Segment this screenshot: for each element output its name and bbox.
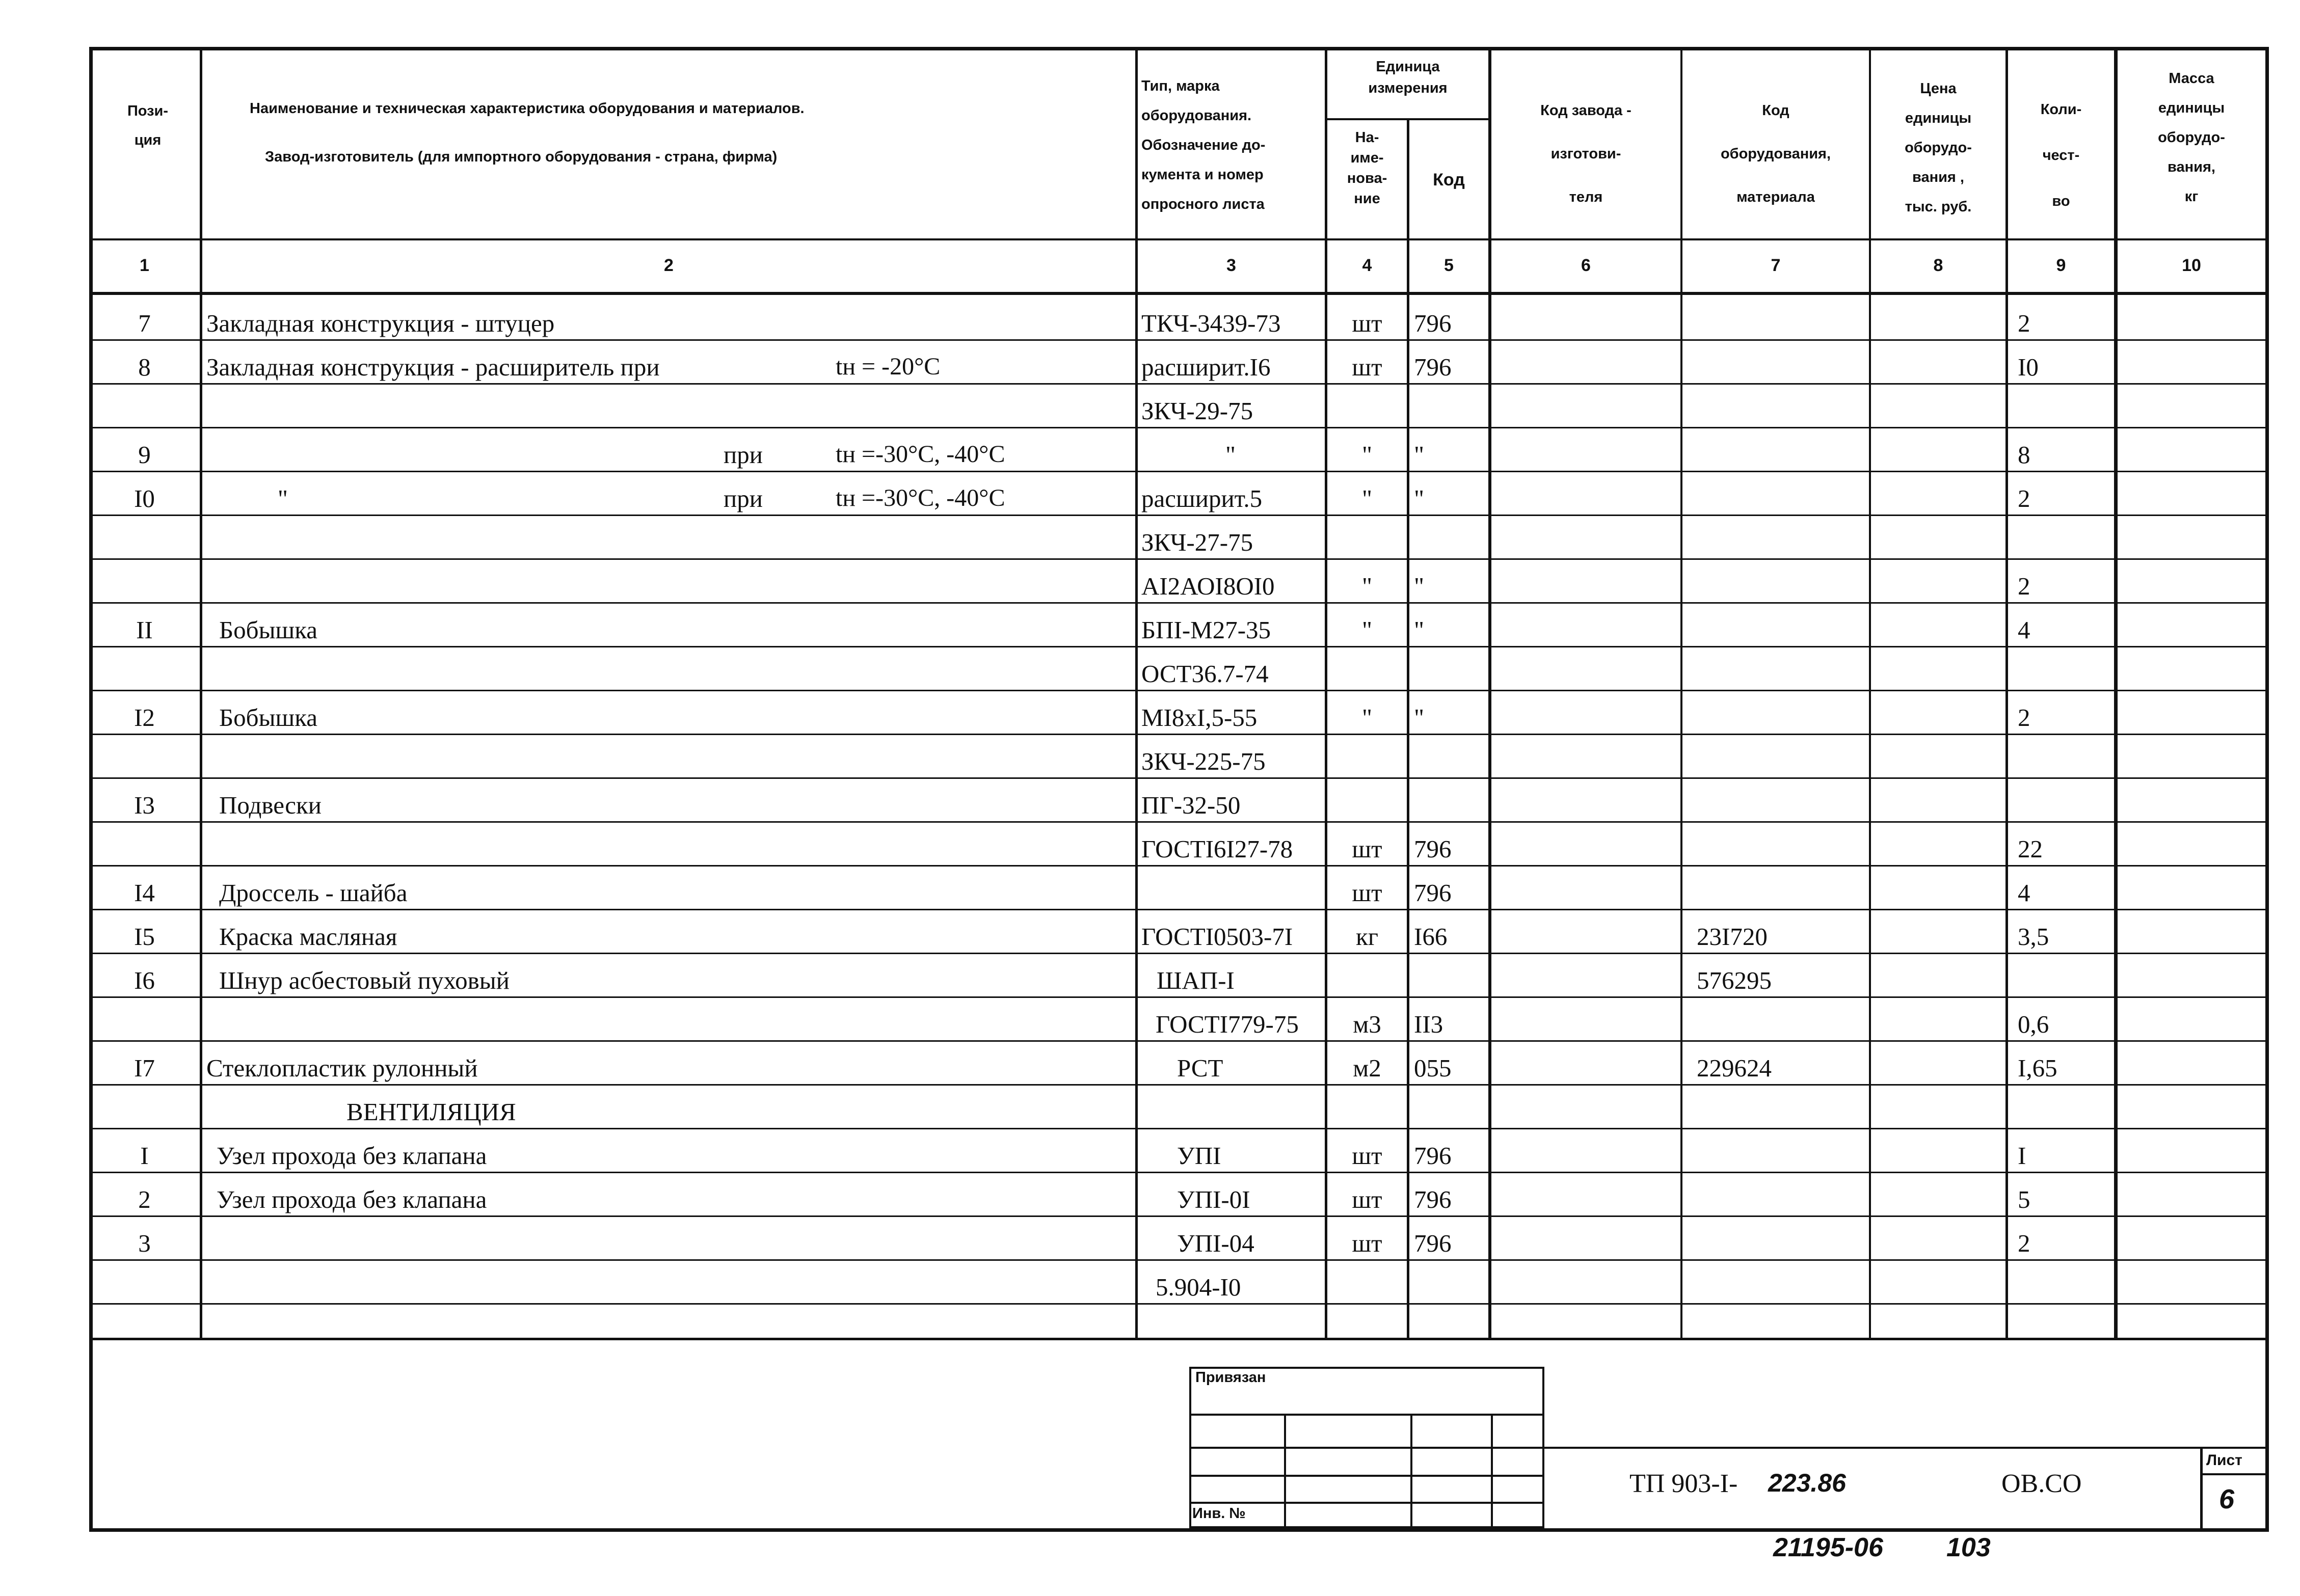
header-col4-line3: нова- [1347,170,1387,186]
row-19-qty: I [2018,1142,2026,1170]
header-col10 [2118,64,2265,211]
row-line-22 [89,1303,2269,1305]
row-12-code: 796 [1414,835,1452,863]
header-col9-line3: во [2052,193,2070,209]
row-20-unit: шт [1352,1185,1382,1213]
row-6-code: " [1414,572,1425,600]
header-col10-line4: вания, [2168,159,2215,175]
row-4-qty: 2 [2018,484,2030,512]
row-19-unit: шт [1352,1142,1382,1170]
column-numbers-bottom-line [89,292,2269,295]
row-line-6 [89,602,2269,604]
row-7-name: Бобышка [219,616,318,644]
row-3-pos: 9 [138,441,151,469]
row-10-type: ЗКЧ-225-75 [1141,747,1266,775]
row-22-type: 5.904-I0 [1156,1273,1241,1301]
header-col10-line2: единицы [2158,100,2225,116]
col-line-1 [200,47,202,1339]
row-14-code7: 23I720 [1697,923,1768,951]
header-col8-line1: Цена [1920,80,1957,97]
row-9-type: МI8хI,5-55 [1141,704,1258,732]
row-4-pos: I0 [134,484,155,512]
row-3-type: " [1225,441,1236,469]
stamp-vline-3 [1491,1414,1493,1528]
col-line-8 [2005,47,2008,1339]
colnum-6: 6 [1581,256,1591,275]
row-15-pos: I6 [134,966,155,994]
sheet-hline [2200,1473,2269,1475]
row-3-code: " [1414,441,1425,469]
header-unit-line1: Единица [1376,59,1440,75]
header-col9-line2: чест- [2042,147,2080,164]
header-col7-line2: оборудования, [1720,146,1831,162]
header-col8-line2: единицы [1905,110,1972,126]
row-16-type: ГОСТI779-75 [1156,1010,1299,1038]
doc-number-hand: 223.86 [1768,1469,1846,1497]
header-col8-line3: оборудо- [1905,140,1972,156]
row-21-pos: 3 [138,1229,151,1257]
row-line-2 [89,427,2269,428]
row-14-unit: кг [1356,923,1378,951]
header-col3-line2: оборудования. [1141,107,1252,124]
stamp-privyazan: Привязан [1195,1369,1266,1386]
row-4-unit: " [1361,484,1372,512]
row-7-code: " [1414,616,1425,644]
sheet-vline [2200,1447,2203,1532]
sheet-label: Лист [2206,1452,2242,1469]
row-17-name: Стеклопластик рулонный [206,1054,478,1082]
header-col8 [1871,74,2005,222]
header-col7-line3: материала [1736,189,1815,205]
header-col3-line1: Тип, марка [1141,78,1220,94]
row-4-type: расширит.5 [1141,484,1263,512]
row-15-type: ШАП-I [1157,966,1235,994]
row-line-1 [89,383,2269,385]
row-1-unit: шт [1352,353,1382,381]
row-15-code7: 576295 [1697,966,1772,994]
row-19-type: УПI [1177,1142,1221,1170]
row-7-type: БПI-М27-35 [1141,616,1271,644]
row-9-pos: I2 [134,704,155,732]
row-20-type: УПI-0I [1177,1185,1250,1213]
colnum-3: 3 [1226,256,1236,275]
header-col7 [1682,89,1869,219]
row-7-qty: 4 [2018,616,2030,644]
header-col10-line1: Масса [2169,70,2214,87]
row-0-type: ТКЧ-3439-73 [1141,309,1281,337]
row-4-name2: при [724,484,763,512]
colnum-10: 10 [2182,256,2201,275]
row-17-pos: I7 [134,1054,155,1082]
header-col8-line5: тыс. руб. [1905,199,1972,215]
header-col2-line2: Завод-изготовитель (для импортного оборудования - страна, фирма) [265,149,778,165]
table-bottom-line [89,1338,2269,1340]
stamp-inv-no: Инв. № [1192,1505,1246,1522]
row-21-code: 796 [1414,1229,1452,1257]
row-17-unit: м2 [1353,1054,1381,1082]
row-14-qty: 3,5 [2018,923,2049,951]
row-line-11 [89,821,2269,823]
header-bottom-line [89,238,2269,240]
row-21-type: УПI-04 [1177,1229,1254,1257]
row-line-8 [89,690,2269,691]
header-unit-line2: измерения [1368,80,1448,96]
row-7-unit: " [1361,616,1372,644]
doc-number-prefix: ТП 903-I- [1629,1469,1738,1498]
row-20-name: Узел прохода без клапана [217,1185,487,1213]
row-16-code: II3 [1414,1010,1443,1038]
colnum-7: 7 [1771,256,1781,275]
row-1-name: Закладная конструкция - расширитель при [206,353,660,381]
colnum-8: 8 [1933,256,1943,275]
header-col1 [102,97,194,155]
row-13-name: Дроссель - шайба [219,879,408,907]
row-12-qty: 22 [2018,835,2043,863]
header-col8-line4: вания , [1912,169,1964,185]
row-17-qty: I,65 [2018,1054,2057,1082]
row-21-qty: 2 [2018,1229,2030,1257]
row-8-type: ОСТ36.7-74 [1141,660,1269,688]
row-line-17 [89,1084,2269,1086]
row-line-14 [89,953,2269,954]
header-col4-line2: име- [1350,150,1384,166]
row-18-name: ВЕНТИЛЯЦИЯ [346,1098,516,1126]
header-col6-line1: Код завода - [1540,102,1632,119]
footer-hand-number-2: 103 [1946,1533,1991,1562]
row-3-temp: tн =-30°C, -40°C [836,441,1005,468]
row-line-19 [89,1172,2269,1173]
header-col3-line4: кумента и номер [1141,167,1264,183]
row-13-pos: I4 [134,879,155,907]
row-1-qty: I0 [2018,353,2039,381]
row-line-3 [89,471,2269,472]
colnum-1: 1 [140,256,149,275]
colnum-2: 2 [664,256,674,275]
row-14-name: Краска масляная [219,923,397,951]
row-3-name: при [724,441,763,469]
header-col1-line1: Пози- [127,103,169,119]
row-line-20 [89,1215,2269,1217]
row-0-code: 796 [1414,309,1452,337]
header-col3-line5: опросного листа [1141,196,1265,212]
row-9-code: " [1414,704,1425,732]
colnum-9: 9 [2056,256,2066,275]
header-col9 [2008,87,2114,224]
row-1-code: 796 [1414,353,1452,381]
row-6-type: АI2АОI8ОI0 [1141,572,1275,600]
row-14-pos: I5 [134,923,155,951]
row-line-15 [89,996,2269,998]
row-19-code: 796 [1414,1142,1452,1170]
col-line-6 [1680,47,1682,1339]
row-17-code: 055 [1414,1054,1452,1082]
header-col6-line3: теля [1569,189,1603,205]
row-line-13 [89,909,2269,910]
row-line-16 [89,1040,2269,1042]
row-line-5 [89,558,2269,560]
colnum-5: 5 [1444,256,1454,275]
row-15-name: Шнур асбестовый пуховый [219,966,510,994]
row-line-4 [89,515,2269,516]
header-col4-line1: На- [1355,129,1379,146]
row-line-21 [89,1259,2269,1261]
row-line-7 [89,646,2269,647]
row-6-qty: 2 [2018,572,2030,600]
row-17-type: РСТ [1177,1054,1223,1082]
header-col3-line3: Обозначение до- [1141,137,1266,153]
header-col10-line3: оборудо- [2158,129,2225,146]
row-12-type: ГОСТI6I27-78 [1141,835,1293,863]
row-9-name: Бобышка [219,704,318,732]
sheet-number: 6 [2219,1484,2235,1514]
header-col4-line4: ние [1354,191,1380,207]
row-13-code: 796 [1414,879,1452,907]
header-col7-line1: Код [1762,102,1789,119]
col-line-4 [1407,118,1409,1339]
row-2-type: ЗКЧ-29-75 [1141,397,1253,425]
row-0-name: Закладная конструкция - штуцер [206,309,555,337]
row-14-type: ГОСТI0503-7I [1141,923,1293,951]
row-21-unit: шт [1352,1229,1382,1257]
row-11-pos: I3 [134,791,155,819]
row-1-temp: tн = -20°C [836,353,941,380]
row-4-code: " [1414,484,1425,512]
row-20-pos: 2 [138,1185,151,1213]
stamp-vline-1 [1284,1414,1286,1528]
row-19-name: Узел прохода без клапана [217,1142,487,1170]
row-9-qty: 2 [2018,704,2030,732]
header-col4 [1327,127,1407,209]
row-20-qty: 5 [2018,1185,2030,1213]
header-col6-line2: изготови- [1550,146,1621,162]
header-col9-line1: Коли- [2040,101,2082,118]
row-3-qty: 8 [2018,441,2030,469]
header-col3 [1141,71,1265,219]
row-13-unit: шт [1352,879,1382,907]
row-13-qty: 4 [2018,879,2030,907]
row-16-qty: 0,6 [2018,1010,2049,1038]
stamp-vline-2 [1410,1414,1412,1528]
col-line-7 [1869,47,1871,1339]
row-9-unit: " [1361,704,1372,732]
row-14-code: I66 [1414,923,1448,951]
row-20-code: 796 [1414,1185,1452,1213]
row-17-code7: 229624 [1697,1054,1772,1082]
title-block-top-line [1544,1447,2269,1449]
row-12-unit: шт [1352,835,1382,863]
row-11-name: Подвески [219,791,322,819]
row-line-18 [89,1128,2269,1129]
footer-hand-number-1: 21195-06 [1773,1533,1883,1562]
colnum-4: 4 [1362,256,1372,275]
col-line-5 [1488,47,1491,1339]
header-unit-group [1327,56,1488,99]
row-line-0 [89,339,2269,341]
header-col5: Код [1433,170,1465,190]
row-7-pos: II [136,616,153,644]
header-col6 [1491,89,1680,219]
row-11-type: ПГ-32-50 [1141,791,1241,819]
row-5-type: ЗКЧ-27-75 [1141,528,1253,556]
row-0-qty: 2 [2018,309,2030,337]
row-0-pos: 7 [138,309,151,337]
header-col10-line5: кг [2184,188,2199,205]
row-1-type: расширит.I6 [1141,353,1271,381]
row-4-name: " [278,484,288,512]
row-3-unit: " [1361,441,1372,469]
row-line-12 [89,865,2269,867]
row-0-unit: шт [1352,309,1382,337]
row-4-temp: tн =-30°C, -40°C [836,484,1005,511]
col-line-2 [1135,47,1138,1339]
row-16-unit: м3 [1353,1010,1381,1038]
row-19-pos: I [140,1142,149,1170]
header-col1-line2: ция [134,132,162,148]
row-line-9 [89,734,2269,735]
col-line-9 [2114,47,2118,1339]
row-6-unit: " [1361,572,1372,600]
row-line-10 [89,777,2269,779]
doc-suffix: ОВ.СО [2001,1469,2082,1498]
header-col2-line1: Наименование и техническая характеристика оборудования и материалов. [250,100,805,117]
row-1-pos: 8 [138,353,151,381]
